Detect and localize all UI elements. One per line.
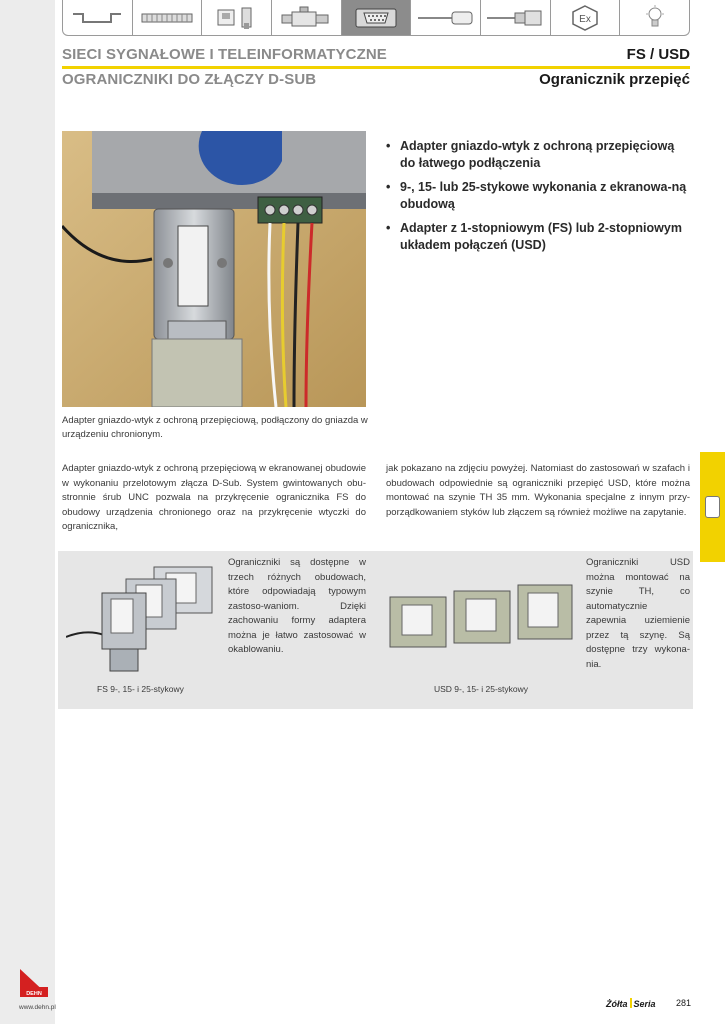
series-divider	[630, 998, 632, 1008]
header-row-2	[62, 71, 690, 88]
tab-coaxial-plug[interactable]	[481, 0, 551, 35]
coax-adapter-icon	[278, 5, 334, 31]
usd-adapters-image	[386, 579, 576, 659]
series-side-tab[interactable]	[700, 452, 725, 562]
tab-terminal-block[interactable]	[133, 0, 203, 35]
body-text-right: jak pokazano na zdjęciu powyżej. Natomiast do zastosowań w szafach i obudowach odpowiednie są ograniczniki przepięć USD, które można montować na szynie TH 35 mm. Wykonania specjalne z innym przy-porządkowaniem styków lub złączem są również możliwe na zapytanie.	[386, 463, 690, 518]
tab-lamp[interactable]	[620, 0, 689, 35]
subsection-title: OGRANICZNIKI DO ZŁĄCZY D-SUB	[62, 71, 317, 88]
rj-connector-icon	[212, 5, 262, 31]
feature-item: • 9-, 15- lub 25-stykowe wykonania z ekranowa-ną obudową	[386, 179, 690, 213]
product-photo	[62, 131, 366, 407]
product-panel	[58, 551, 693, 709]
cable-icon	[416, 8, 476, 28]
product-name: Ogranicznik przepięć	[539, 71, 690, 88]
fs-description: Ograniczniki są dostępne w trzech różnych obudowach, które odpowiadają typowym zastoso-waniom. Dzięki zachowaniu formy adaptera można je łatwo zastosować w okablowaniu.	[228, 557, 366, 655]
series-label	[606, 998, 656, 1009]
d-sub-connector-icon	[354, 6, 398, 30]
fs-caption: FS 9-, 15- i 25-stykowy	[97, 684, 184, 694]
tab-ex-hazard[interactable]	[551, 0, 621, 35]
feature-item: • Adapter z 1-stopniowym (FS) lub 2-stopniowym układem połączeń (USD)	[386, 220, 690, 254]
tab-cable[interactable]	[411, 0, 481, 35]
section-title: SIECI SYGNAŁOWE I TELEINFORMATYCZNE	[62, 46, 387, 63]
tab-d-sub-connector[interactable]	[342, 0, 412, 35]
feature-list	[386, 138, 690, 261]
body-text-left: Adapter gniazdo-wtyk z ochroną przepięciową w ekranowanej obudowie w wykonaniu przelotowym złącza D-Sub. System gwintowanych obu-stronnie śrub UNC pozwala na przykręcenie ogranicznika FS do obudowy urządzenia chronionego oraz na przykręcenie wtyczki do ogranicznika,	[62, 463, 366, 532]
usd-description: Ograniczniki USD można montować na szynie TH, co automatycznie zapewnia uziemienie przez tą szynę. Są dostępne trzy wykona-nia.	[586, 557, 690, 670]
terminal-block-icon	[139, 10, 195, 26]
yellow-divider	[62, 66, 690, 69]
page-number: 281	[676, 998, 692, 1008]
tab-din-rail[interactable]	[63, 0, 133, 35]
svg-text:Ex: Ex	[579, 13, 591, 25]
series-name: Żółta	[606, 999, 628, 1009]
category-tabs	[62, 0, 690, 36]
ex-hazard-icon	[570, 4, 600, 32]
photo-caption: Adapter gniazdo-wtyk z ochroną przepięciową, podłączony do gniazda w urządzeniu chronionym.	[62, 415, 368, 440]
svg-text:DEHN: DEHN	[26, 991, 42, 997]
dehn-logo	[14, 965, 54, 1003]
lamp-icon	[643, 4, 667, 32]
tab-coax-adapter[interactable]	[272, 0, 342, 35]
product-code: FS / USD	[626, 46, 690, 63]
din-rail-icon	[69, 8, 125, 28]
website-url[interactable]: www.dehn.pl	[19, 1004, 56, 1011]
header-row-1	[62, 46, 690, 63]
d-sub-side-icon	[705, 496, 720, 518]
coaxial-plug-icon	[485, 8, 545, 28]
left-margin-strip	[0, 0, 55, 1024]
tab-rj-connector[interactable]	[202, 0, 272, 35]
feature-item: • Adapter gniazdo-wtyk z ochroną przepięciową do łatwego podłączenia	[386, 138, 690, 172]
fs-adapters-image	[66, 559, 216, 679]
series-word: Seria	[633, 999, 656, 1009]
usd-caption: USD 9-, 15- i 25-stykowy	[434, 684, 528, 694]
